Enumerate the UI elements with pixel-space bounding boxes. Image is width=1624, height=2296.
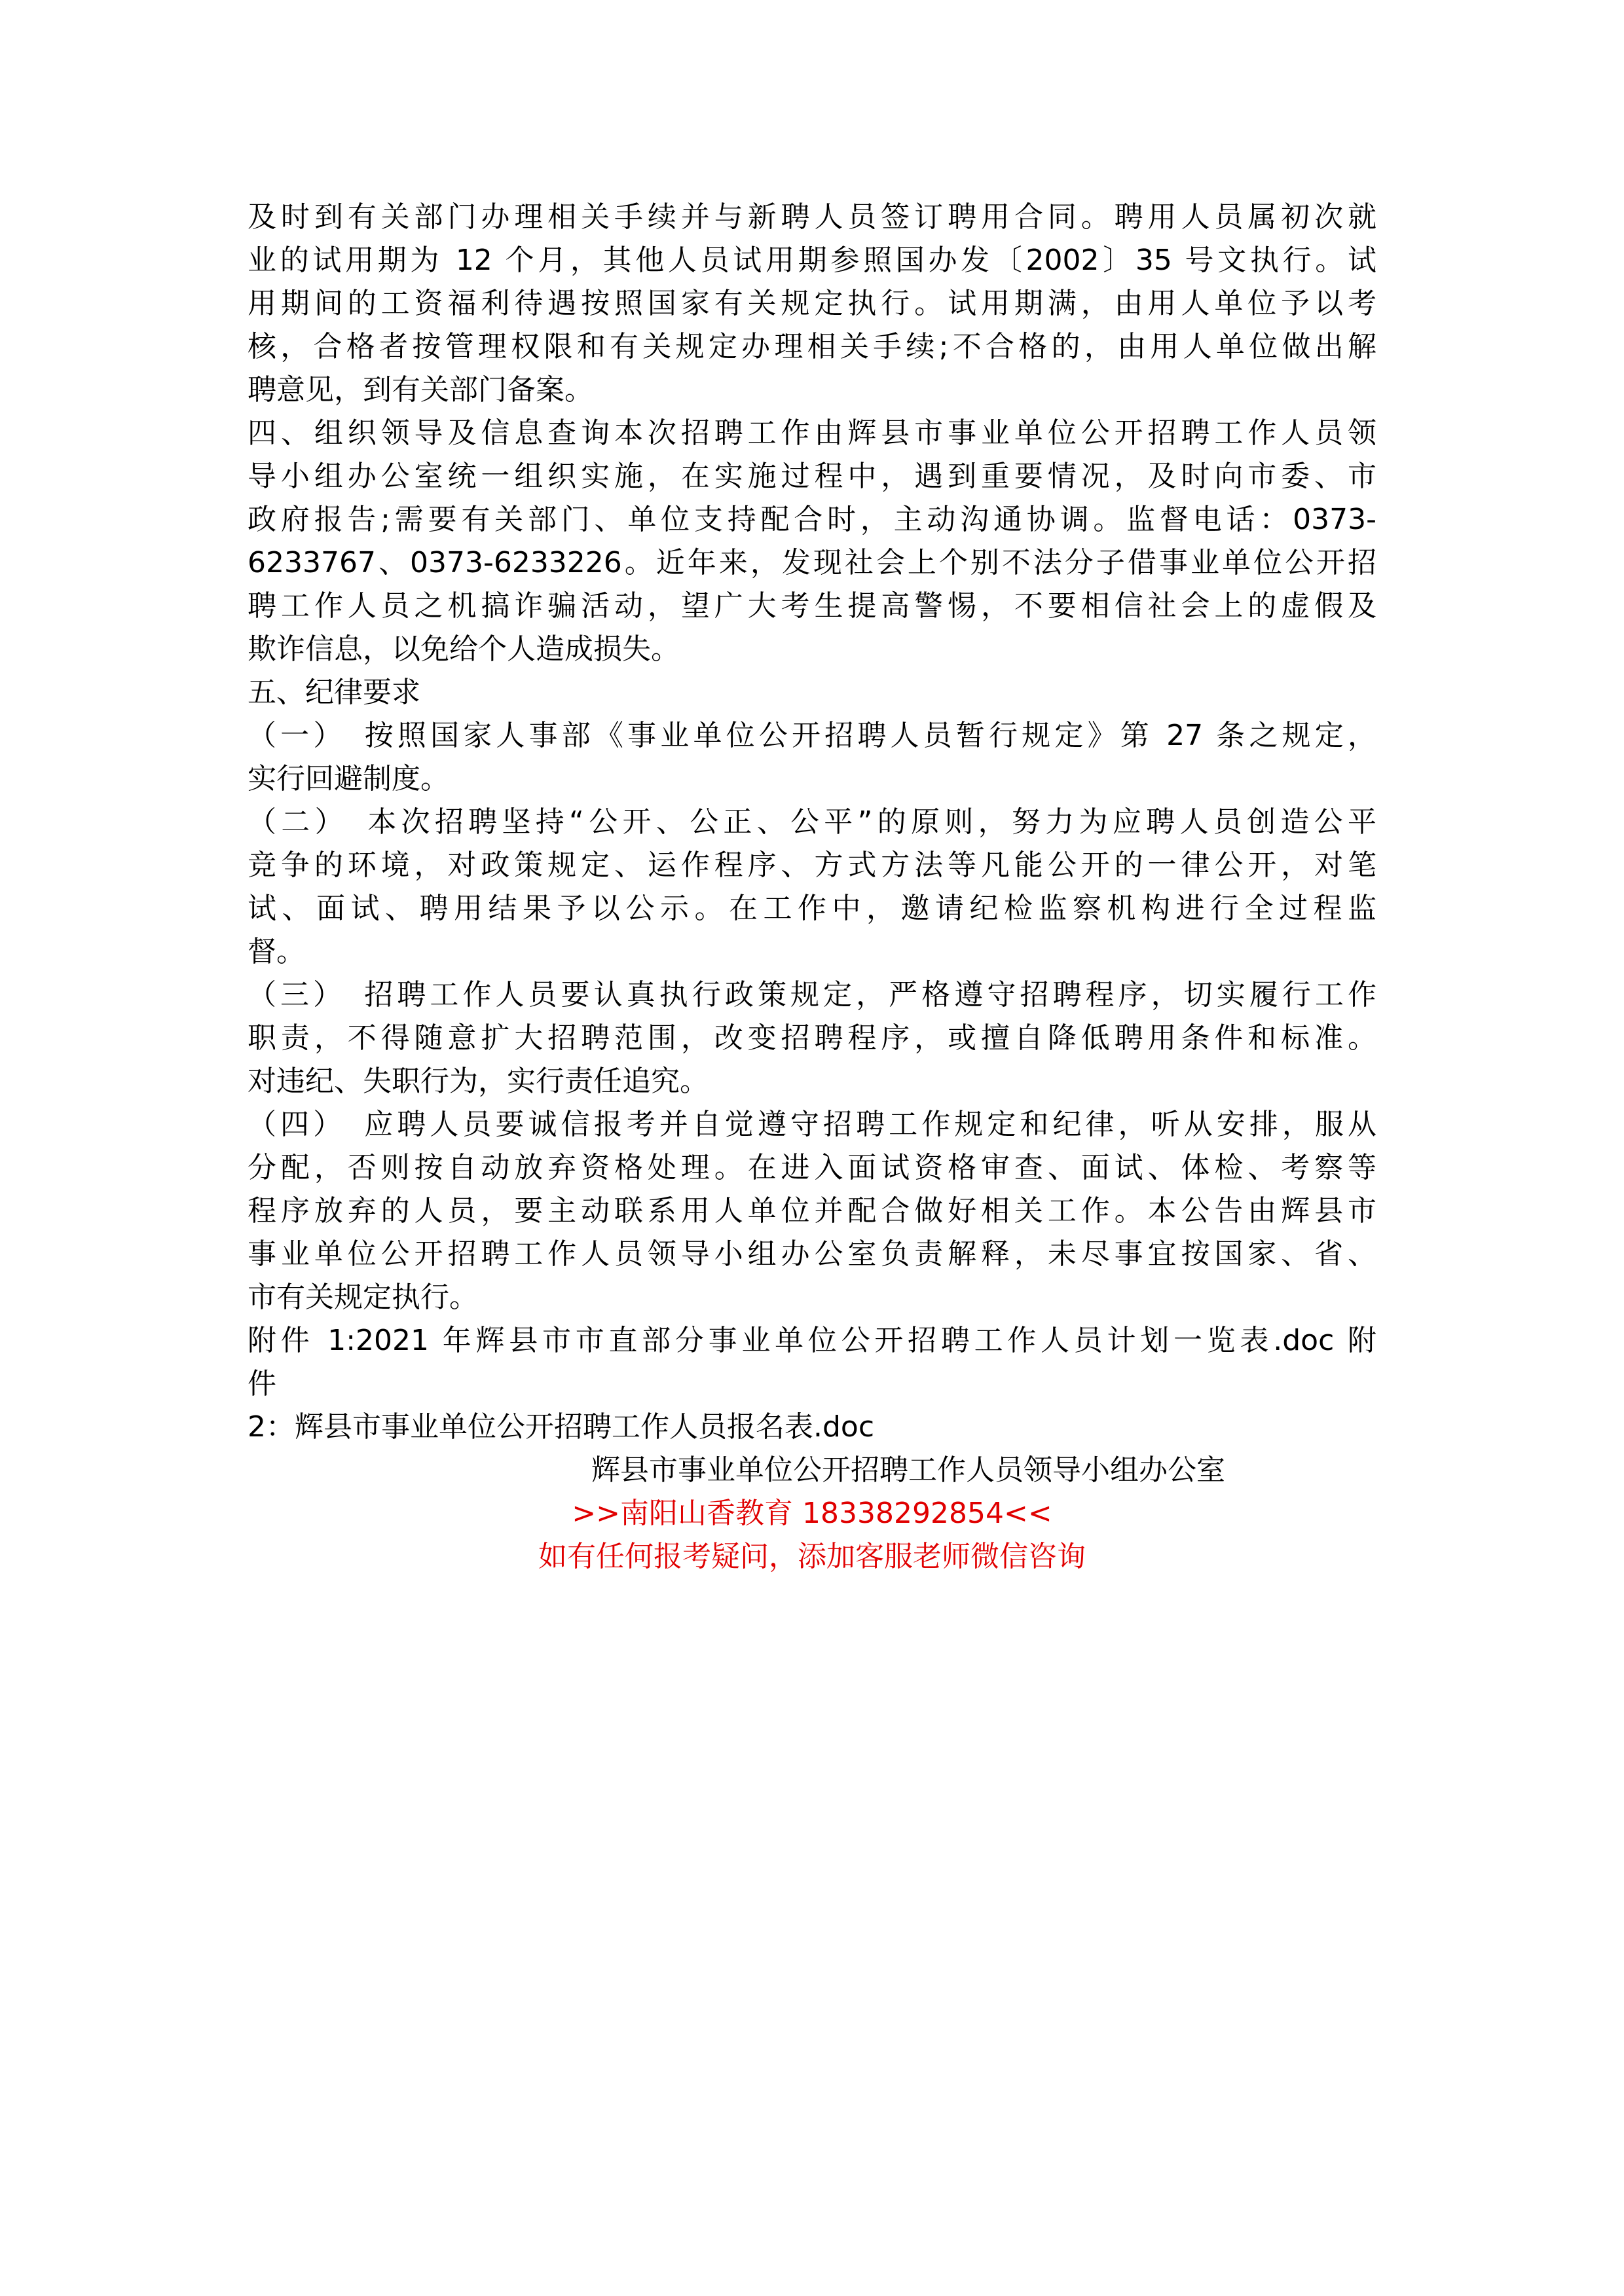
doc-line-11: 欺诈信息，以免给个人造成损失。	[248, 632, 680, 666]
item-1-line-2: 实行回避制度。	[248, 762, 449, 795]
item-2-line-1: （二） 本次招聘坚持“公开、公正、公平”的原则，努力为应聘人员创造公平	[248, 805, 1376, 839]
doc-line-02: 业的试用期为 12 个月，其他人员试用期参照国办发〔2002〕35 号文执行。试	[248, 244, 1376, 277]
doc-line-09: 6233767、0373-6233226。近年来，发现社会上个别不法分子借事业单位公开招	[248, 546, 1376, 579]
doc-line-03: 用期间的工资福利待遇按照国家有关规定执行。试用期满，由用人单位予以考	[248, 287, 1376, 320]
item-3-line-3: 对违纪、失职行为，实行责任追究。	[248, 1065, 709, 1098]
item-4-line-2: 分配，否则按自动放弃资格处理。在进入面试资格审查、面试、体检、考察等	[248, 1151, 1376, 1184]
doc-line-05: 聘意见，到有关部门备案。	[248, 373, 593, 407]
attachment-1-line-1: 附件 1:2021 年辉县市市直部分事业单位公开招聘工作人员计划一览表.doc 附	[248, 1324, 1376, 1357]
promo-contact-line: >>南阳山香教育 18338292854<<	[572, 1497, 1052, 1530]
section-4-heading-line: 四、组织领导及信息查询本次招聘工作由辉县市事业单位公开招聘工作人员领	[248, 416, 1376, 450]
item-3-line-1: （三） 招聘工作人员要认真执行政策规定，严格遵守招聘程序，切实履行工作	[248, 978, 1376, 1011]
item-4-line-4: 事业单位公开招聘工作人员领导小组办公室负责解释，未尽事宜按国家、省、	[248, 1237, 1376, 1271]
item-2-line-3: 试、面试、聘用结果予以公示。在工作中，邀请纪检监察机构进行全过程监	[248, 892, 1376, 925]
attachment-2-line: 2：辉县市事业单位公开招聘工作人员报名表.doc	[248, 1410, 875, 1444]
doc-line-10: 聘工作人员之机搞诈骗活动，望广大考生提高警惕，不要相信社会上的虚假及	[248, 589, 1376, 623]
item-2-line-2: 竞争的环境，对政策规定、运作程序、方式方法等凡能公开的一律公开，对笔	[248, 848, 1376, 882]
item-2-line-4: 督。	[248, 935, 305, 968]
item-4-line-3: 程序放弃的人员，要主动联系用人单位并配合做好相关工作。本公告由辉县市	[248, 1194, 1376, 1228]
section-5-heading: 五、纪律要求	[248, 676, 420, 709]
item-1-line-1: （一） 按照国家人事部《事业单位公开招聘人员暂行规定》第 27 条之规定，	[248, 719, 1376, 752]
item-4-line-5: 市有关规定执行。	[248, 1281, 478, 1314]
doc-line-01: 及时到有关部门办理相关手续并与新聘人员签订聘用合同。聘用人员属初次就	[248, 200, 1376, 234]
doc-line-04: 核，合格者按管理权限和有关规定办理相关手续;不合格的，由用人单位做出解	[248, 330, 1376, 363]
doc-line-08: 政府报告;需要有关部门、单位支持配合时，主动沟通协调。监督电话：0373-	[248, 503, 1376, 536]
document-text-block	[248, 196, 1376, 1578]
attachment-1-line-2: 件	[248, 1367, 276, 1400]
signature-line: 辉县市事业单位公开招聘工作人员领导小组办公室	[591, 1453, 1225, 1487]
promo-note-line: 如有任何报考疑问，添加客服老师微信咨询	[538, 1540, 1086, 1573]
doc-line-07: 导小组办公室统一组织实施，在实施过程中，遇到重要情况，及时向市委、市	[248, 460, 1376, 493]
item-4-line-1: （四） 应聘人员要诚信报考并自觉遵守招聘工作规定和纪律，听从安排，服从	[248, 1108, 1376, 1141]
item-3-line-2: 职责，不得随意扩大招聘范围，改变招聘程序，或擅自降低聘用条件和标准。	[248, 1021, 1376, 1055]
